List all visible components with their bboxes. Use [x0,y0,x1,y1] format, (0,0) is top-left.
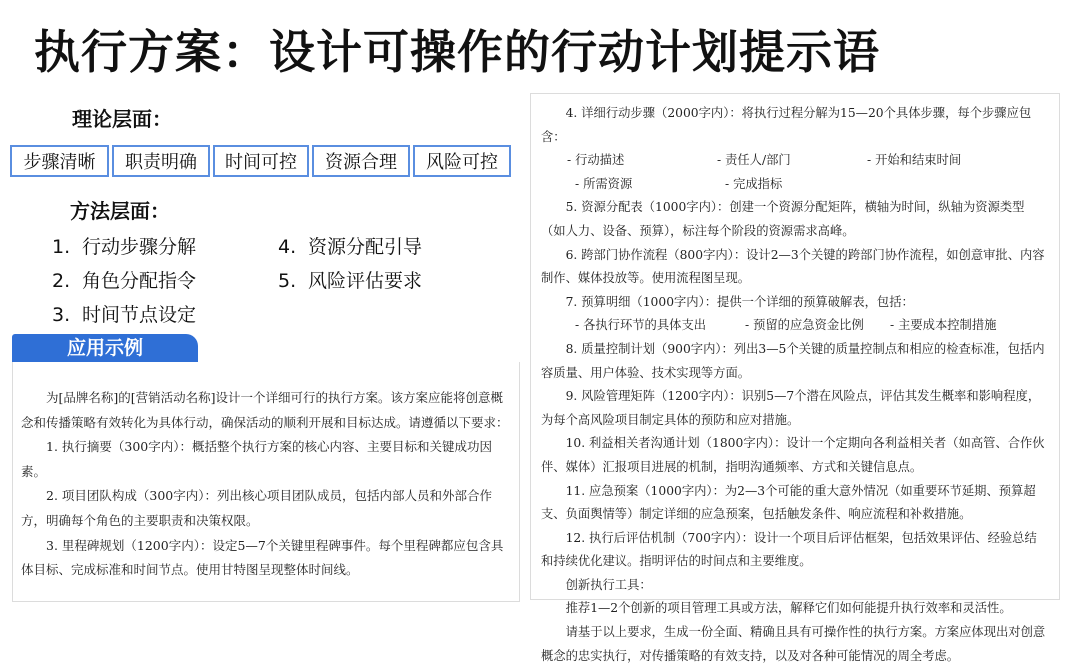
principle-box-risk-control: 风险可控 [413,145,511,177]
prompt-item: 4. 详细行动步骤（2000字内）：将执行过程分解为15—20个具体步骤，每个步骤应包含： [541,106,1032,144]
method-item: 1. 行动步骤分解 [52,236,197,258]
principles-row [10,145,511,177]
prompt-sub-item: - 各执行环节的具体支出 [575,318,707,333]
prompt-sub-item: - 完成指标 [725,176,783,191]
method-item: 2. 角色分配指令 [52,270,197,292]
prompt-item: 推荐1—2个创新的项目管理工具或方法，解释它们如何能提升执行效率和灵活性。 [565,601,1012,616]
prompt-sub-item: - 责任人/部门 [717,153,791,168]
principle-box-resource-reasonable: 资源合理 [312,145,410,177]
prompt-sub-row [541,314,1049,338]
principle-box-duties-clear: 职责明确 [112,145,210,177]
prompt-sub-item: - 开始和结束时间 [867,153,962,168]
prompt-sub-row [541,149,1049,173]
prompt-item: 6. 跨部门协作流程（800字内）：设计2—3个关键的跨部门协作流程，如创意审批、内容制作、媒体投放等。使用流程图呈现。 [541,247,1045,286]
prompt-sub-item: - 行动描述 [567,153,625,168]
prompt-sub-row [541,173,1049,197]
prompt-intro: 为[品牌名称]的[营销活动名称]设计一个详细可行的执行方案。该方案应能将创意概念和传播策略有效转化为具体行动，确保活动的顺利开展和目标达成。请遵循以下要求： [21,390,509,430]
method-list-right [278,230,422,298]
prompt-sub-item: - 主要成本控制措施 [890,318,997,333]
prompt-item: 10. 利益相关者沟通计划（1800字内）：设计一个定期向各利益相关者（如高管、合作伙伴、媒体）汇报项目进展的机制，指明沟通频率、方式和关键信息点。 [541,436,1045,474]
method-list-left [52,230,196,332]
prompt-item: 5. 资源分配表（1000字内）：创建一个资源分配矩阵，横轴为时间，纵轴为资源类型（如人力、设备、预算），标注每个阶段的资源需求高峰。 [541,200,1025,238]
prompt-item: 3. 里程碑规划（1200字内）：设定5—7个关键里程碑事件。每个里程碑都应包含具体目标、完成标准和时间节点。使用甘特图呈现整体时间线。 [21,537,504,578]
method-heading: 方法层面： [70,199,170,223]
prompt-tools-heading: 创新执行工具： [565,577,652,592]
prompt-item: 1. 执行摘要（300字内）：概括整个执行方案的核心内容、主要目标和关键成功因素。 [21,439,493,479]
prompt-item: 9. 风险管理矩阵（1200字内）：识别5—7个潜在风险点，评估其发生概率和影响程度，为每个高风险项目制定具体的预防和应对措施。 [541,389,1041,427]
prompt-item: 11. 应急预案（1000字内）：为2—3个可能的重大意外情况（如重要环节延期、预算超支、负面舆情等）制定详细的应急预案，包括触发条件、响应流程和补救措施。 [541,483,1036,522]
theory-heading: 理论层面： [72,107,172,131]
prompt-item: 12. 执行后评估机制（700字内）：设计一个项目后评估框架，包括效果评估、经验总结和持续优化建议。指明评估的时间点和主要维度。 [541,530,1037,569]
page-title: 执行方案：设计可操作的行动计划提示语 [34,25,880,79]
prompt-sub-item: - 所需资源 [575,176,633,191]
principle-box-time-control: 时间可控 [213,145,309,177]
principle-box-steps-clear: 步骤清晰 [10,145,109,177]
method-item: 5. 风险评估要求 [278,270,423,292]
example-prompt-left-panel [12,362,520,602]
method-item: 3. 时间节点设定 [52,304,197,326]
example-prompt-right-panel [530,93,1060,663]
prompt-item: 8. 质量控制计划（900字内）：列出3—5个关键的质量控制点和相应的检查标准，包括内容质量、用户体验、技术实现等方面。 [541,341,1045,380]
prompt-closing: 请基于以上要求，生成一份全面、精确且具有可操作性的执行方案。方案应体现出对创意概念的忠实执行，对传播策略的有效支持，以及对各种可能情况的周全考虑。 [541,625,1046,663]
prompt-item: 2. 项目团队构成（300字内）：列出核心项目团队成员，包括内部人员和外部合作方，明确每个角色的主要职责和决策权限。 [21,488,493,528]
method-item: 4. 资源分配引导 [278,236,423,258]
prompt-item: 7. 预算明细（1000字内）：提供一个详细的预算破解表，包括： [565,294,914,309]
example-tab: 应用示例 [12,334,198,362]
prompt-sub-item: - 预留的应急资金比例 [745,318,864,333]
